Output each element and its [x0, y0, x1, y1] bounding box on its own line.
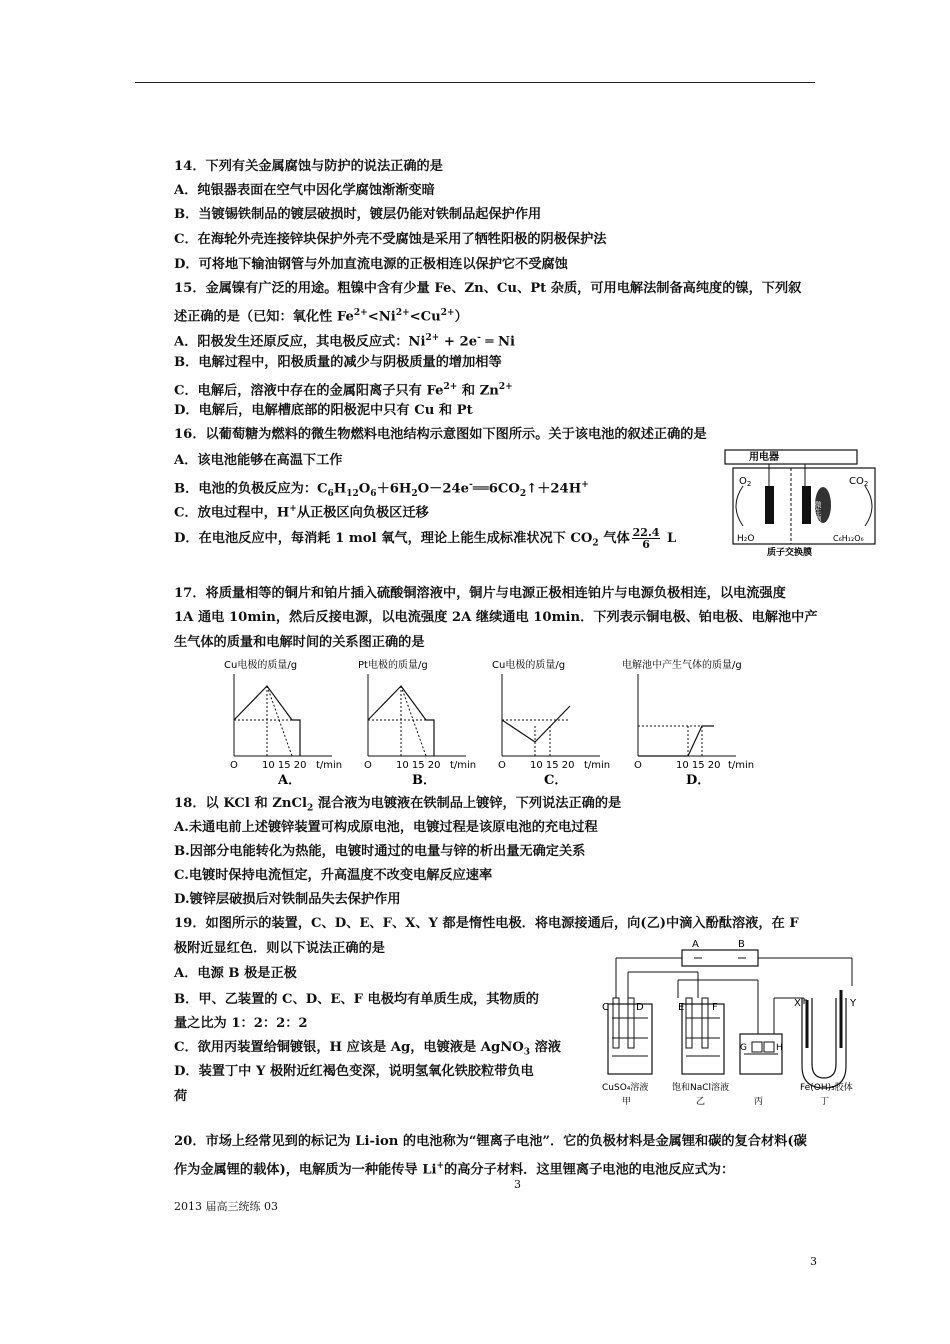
electrolysis-apparatus-diagram [598, 938, 870, 1114]
svg-text:O: O [364, 760, 372, 771]
microbe-label: 微生物 [814, 501, 822, 522]
page-number-center: 3 [514, 1178, 521, 1191]
svg-text:O: O [634, 760, 642, 771]
membrane-label: 质子交换膜 [767, 548, 813, 558]
q18-option-a: A.未通电前上述镀锌装置可构成原电池，电镀过程是该原电池的充电过程 [174, 820, 598, 835]
q19-option-b-line2: 量之比为 1：2：2：2 [174, 1016, 308, 1031]
q17-graph-b [346, 656, 486, 786]
svg-text:A: A [692, 939, 699, 950]
graph-d-letter: D． [686, 773, 711, 786]
fraction: $\frac{22.4}{6}$ [632, 526, 660, 551]
q19-stem-line2: 极附近显红色．则以下说法正确的是 [174, 941, 385, 956]
q17-stem-line1: 17．将质量相等的铜片和铂片插入硫酸铜溶液中，铜片与电源正极相连铂片与电源负极相连，以电流强度 [174, 586, 786, 601]
q18-stem: 18．以 KCl 和 ZnCl$_2$ 混合液为电镀液在铁制品上镀锌，下列说法正确的是 [174, 796, 622, 814]
svg-text:t/min: t/min [316, 760, 343, 771]
q20-line1: 20．市场上经常见到的标记为 Li-ion 的电池称为“锂离子电池”．它的负极材料是金属锂和碳的复合材料(碳 [174, 1134, 807, 1149]
q18-option-d: D.镀锌层破损后对铁制品失去保护作用 [174, 892, 401, 907]
svg-text:t/min: t/min [584, 760, 611, 771]
svg-text:饱和NaCl溶液: 饱和NaCl溶液 [672, 1083, 730, 1093]
svg-text:10 15 20: 10 15 20 [530, 760, 575, 771]
q20-line2: 作为金属锂的载体)，电解质为一种能传导 Li+的高分子材料．这里锂离子电池的电池反应式为： [174, 1161, 735, 1178]
fuel-cell-diagram [705, 446, 885, 558]
q16-stem: 16．以葡萄糖为燃料的微生物燃料电池结构示意图如下图所示。关于该电池的叙述正确的是 [174, 427, 707, 442]
q17-graph-a [212, 656, 352, 786]
u-tube [802, 998, 846, 1088]
q15-stem-line1: 15．金属镍有广泛的用途。粗镍中含有少量 Fe、Zn、Cu、Pt 杂质，可用电解法制备高纯度的镍，下列叙 [174, 281, 802, 296]
q14-option-c: C．在海轮外壳连接锌块保护外壳不受腐蚀是采用了牺牲阳极的阴极保护法 [174, 232, 607, 247]
negative-electrode [802, 486, 811, 524]
q14-option-d: D．可将地下输油钢管与外加直流电源的正极相连以保护它不受腐蚀 [174, 257, 568, 272]
beaker-yi [682, 1004, 724, 1074]
q19-stem-line1: 19．如图所示的装置，C、D、E、F、X、Y 都是惰性电极．将电源接通后，向(乙)中滴入酚酞溶液，在 F [174, 916, 799, 931]
svg-text:D: D [636, 1002, 644, 1013]
water-label: H₂O [737, 534, 755, 544]
svg-text:丁: 丁 [820, 1097, 830, 1107]
q19-option-d-line2: 荷 [174, 1089, 188, 1104]
svg-text:t/min: t/min [450, 760, 477, 771]
positive-electrode [765, 486, 774, 524]
q19-option-a: A．电源 B 极是正极 [174, 966, 297, 981]
graph-b-letter: B． [412, 773, 436, 786]
q16-option-c: C．放电过程中，H+从正极区向负极区迁移 [174, 504, 429, 521]
q19-option-d-line1: D．装置丁中 Y 极附近红褐色变深，说明氢氧化铁胶粒带负电 [174, 1064, 534, 1079]
q17-graph-c [480, 656, 620, 786]
q14-option-b: B．当镀锡铁制品的镀层破损时，镀层仍能对铁制品起保护作用 [174, 207, 542, 222]
q19-option-b-line1: B．甲、乙装置的 C、D、E、F 电极均有单质生成，其物质的 [174, 992, 539, 1007]
q15-option-c: C．电解后，溶液中存在的金属阳离子只有 $Fe^{2+}$ 和 $Zn^{2+}$ [174, 382, 513, 399]
glucose-label: C₆H₁₂O₆ [833, 534, 864, 543]
power-source [682, 950, 758, 966]
q15-option-d: D．电解后，电解槽底部的阳极泥中只有 Cu 和 Pt [174, 403, 473, 418]
graph-d-title: 电解池中产生气体的质量/g [622, 660, 742, 671]
q19-option-c: C．欲用丙装置给铜镀银，H 应该是 Ag，电镀液是 AgNO$_3$ 溶液 [174, 1040, 561, 1058]
svg-text:Y: Y [850, 998, 857, 1009]
appliance-box [725, 450, 857, 464]
svg-text:CuSO₄溶液: CuSO₄溶液 [602, 1083, 649, 1093]
appliance-label: 用电器 [749, 452, 779, 463]
header-rule [135, 82, 815, 83]
q14-option-a: A．纯银器表面在空气中因化学腐蚀渐渐变暗 [174, 183, 435, 198]
svg-text:G: G [740, 1043, 747, 1053]
graph-b-title: Pt电极的质量/g [358, 660, 428, 671]
exam-label: 2013 届高三统练 03 [174, 1200, 278, 1213]
q17-stem-line2: 1A 通电 10min，然后反接电源，以电流强度 2A 继续通电 10min．下列表示铜电极、铂电极、电解池中产 [174, 610, 818, 625]
q17-stem-line3: 生气体的质量和电解时间的关系图正确的是 [174, 635, 425, 650]
svg-text:C: C [602, 1002, 609, 1013]
graph-c-letter: C． [544, 773, 568, 786]
q15-option-a: A．阳极发生还原反应，其电极反应式：$Ni^{2+} + 2e^-$ ═ Ni [174, 333, 516, 350]
q17-graph-d [616, 656, 776, 786]
svg-text:甲: 甲 [622, 1097, 632, 1107]
svg-text:乙: 乙 [696, 1097, 706, 1107]
svg-text:CO2: $CO_2$ [849, 476, 869, 488]
svg-text:B: B [738, 939, 745, 950]
svg-text:Fe(OH)₃胶体: Fe(OH)₃胶体 [800, 1083, 853, 1093]
q15-option-b: B．电解过程中，阳极质量的减少与阴极质量的增加相等 [174, 355, 502, 370]
svg-text:10 15 20: 10 15 20 [262, 760, 307, 771]
svg-text:X: X [794, 998, 801, 1009]
svg-text:O: O [498, 760, 506, 771]
beaker-jia [608, 1004, 652, 1074]
svg-text:H: H [776, 1043, 783, 1053]
q15-stem-line2: 述正确的是（已知：氧化性 $Fe^{2+}<Ni^{2+}<Cu^{2+}$） [174, 308, 468, 325]
q18-option-c: C.电镀时保持电流恒定，升高温度不改变电解反应速率 [174, 868, 493, 883]
svg-text:丙: 丙 [754, 1097, 764, 1107]
svg-text:10 15 20: 10 15 20 [396, 760, 441, 771]
graph-a-title: Cu电极的质量/g [224, 660, 298, 671]
svg-text:O2: $O_2$ [739, 476, 752, 488]
graph-a-letter: A． [278, 773, 302, 786]
q16-option-d: D．在电池反应中，每消耗 1 mol 氧气，理论上能生成标准状况下 $CO_2$ 气体 $\frac{22.4}{6}$ L [174, 526, 677, 551]
q14-stem: 14．下列有关金属腐蚀与防护的说法正确的是 [174, 159, 443, 174]
svg-text:E: E [678, 1002, 685, 1013]
svg-text:O: O [230, 760, 238, 771]
svg-text:10 15 20: 10 15 20 [676, 760, 721, 771]
q16-option-a: A．该电池能够在高温下工作 [174, 453, 343, 468]
graph-c-title: Cu电极的质量/g [492, 660, 566, 671]
svg-text:t/min: t/min [728, 760, 755, 771]
q18-option-b: B.因部分电能转化为热能，电镀时通过的电量与锌的析出量无确定关系 [174, 844, 586, 859]
page-number-corner: 3 [810, 1255, 817, 1268]
q16-option-b: B．电池的负极反应为：$C_6H_{12}O_6+6H_2O-24e^-══6CO_2↑+24H^+$ [174, 480, 589, 500]
svg-text:F: F [712, 1002, 718, 1013]
